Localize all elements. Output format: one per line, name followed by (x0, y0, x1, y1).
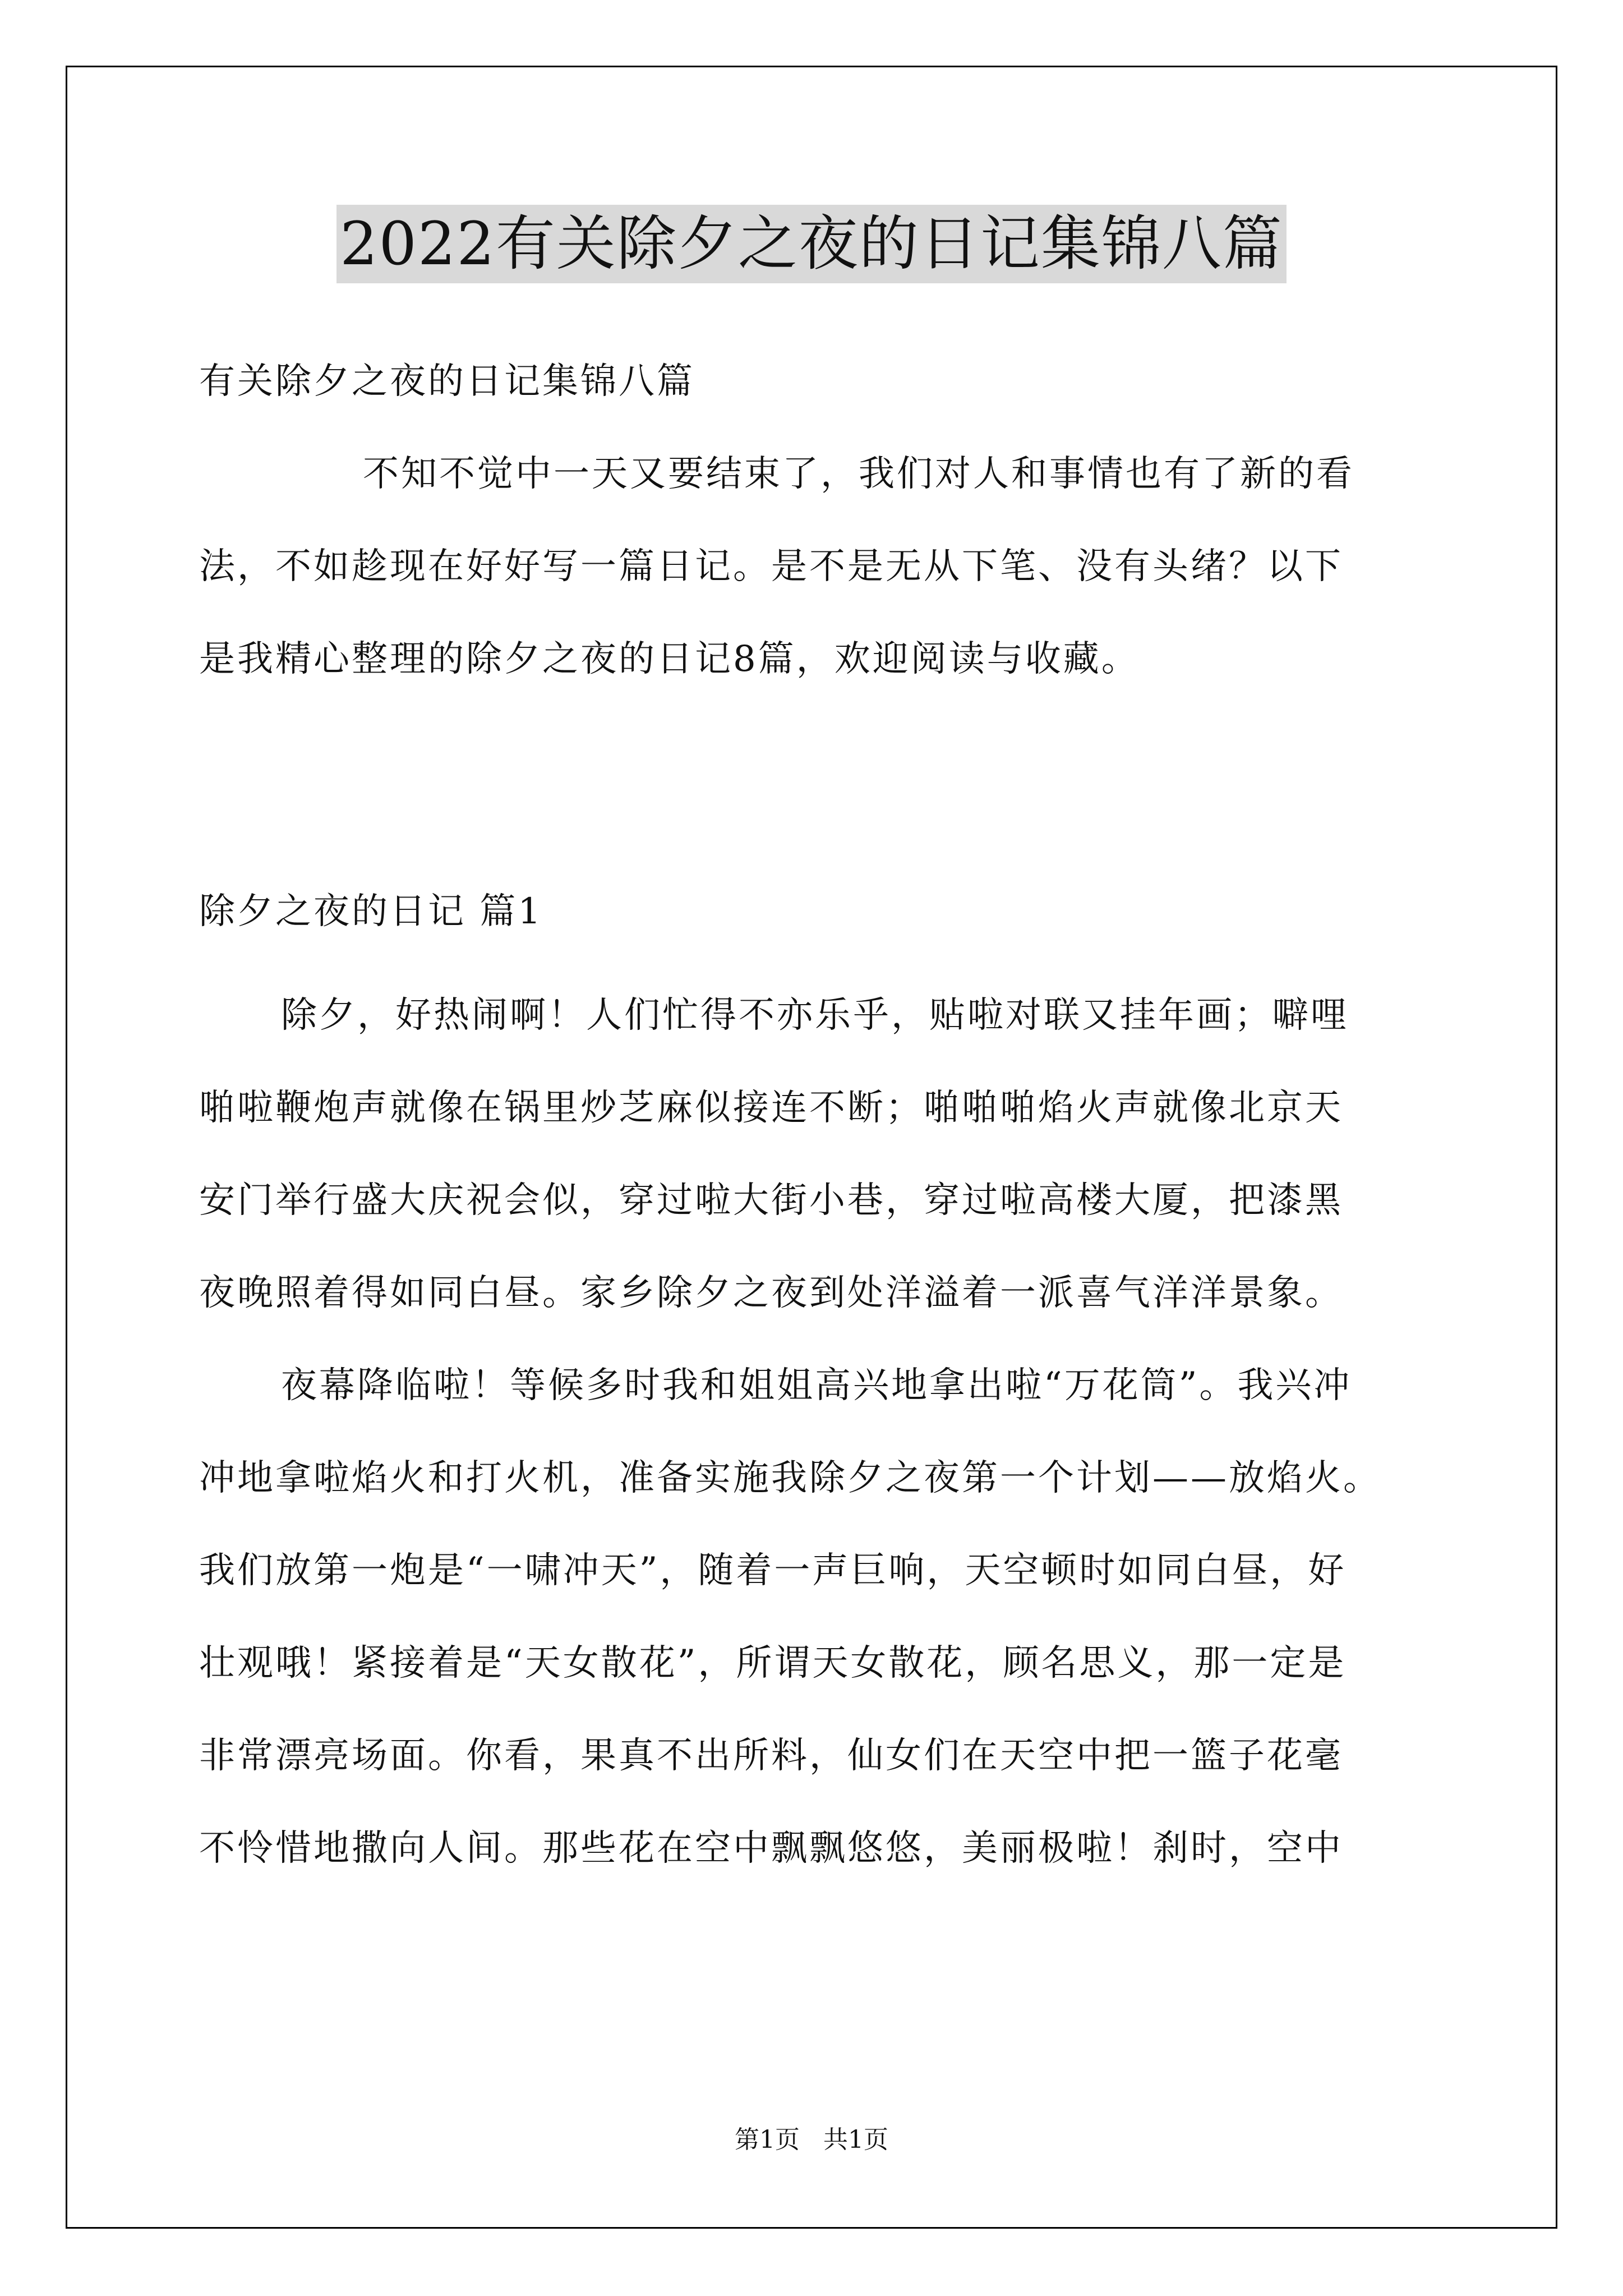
intro-paragraph-line: 不知不觉中一天又要结束了，我们对人和事情也有了新的看 (363, 453, 1354, 495)
body-paragraph-line: 夜幕降临啦！等候多时我和姐姐高兴地拿出啦“万花筒”。我兴冲 (281, 1365, 1352, 1406)
body-paragraph-line: 啪啦鞭炮声就像在锅里炒芝麻似接连不断；啪啪啪焰火声就像北京天 (199, 1087, 1343, 1129)
body-paragraph-line: 不怜惜地撒向人间。那些花在空中飘飘悠悠，美丽极啦！刹时，空中 (199, 1828, 1343, 1869)
title-container (0, 205, 1623, 283)
body-paragraph-line: 非常漂亮场面。你看，果真不出所料，仙女们在天空中把一篮子花毫 (199, 1735, 1343, 1777)
page-footer (0, 2123, 1623, 2157)
page-total: 共1页 (823, 2125, 888, 2154)
body-paragraph-line: 冲地拿啦焰火和打火机，准备实施我除夕之夜第一个计划——放焰火。 (199, 1457, 1381, 1499)
body-paragraph-line: 我们放第一炮是“一啸冲天”，随着一声巨响，天空顿时如同白昼，好 (199, 1550, 1347, 1591)
footer-spacer (800, 2125, 823, 2154)
page-number: 第1页 (735, 2125, 800, 2154)
body-paragraph-line: 壮观哦！紧接着是“天女散花”，所谓天女散花，顾名思义，那一定是 (199, 1642, 1347, 1684)
document-title: 2022有关除夕之夜的日记集锦八篇 (336, 205, 1287, 283)
body-paragraph-line: 安门举行盛大庆祝会似，穿过啦大街小巷，穿过啦高楼大厦，把漆黑 (199, 1180, 1343, 1221)
section-heading: 除夕之夜的日记 篇1 (199, 891, 543, 932)
body-paragraph-line: 夜晚照着得如同白昼。家乡除夕之夜到处洋溢着一派喜气洋洋景象。 (199, 1272, 1343, 1314)
subtitle: 有关除夕之夜的日记集锦八篇 (199, 361, 695, 402)
body-paragraph-line: 除夕，好热闹啊！人们忙得不亦乐乎，贴啦对联又挂年画；噼哩 (281, 995, 1349, 1036)
intro-paragraph-line: 是我精心整理的除夕之夜的日记8篇，欢迎阅读与收藏。 (199, 638, 1140, 680)
intro-paragraph-line: 法，不如趁现在好好写一篇日记。是不是无从下笔、没有头绪？以下 (199, 546, 1343, 587)
